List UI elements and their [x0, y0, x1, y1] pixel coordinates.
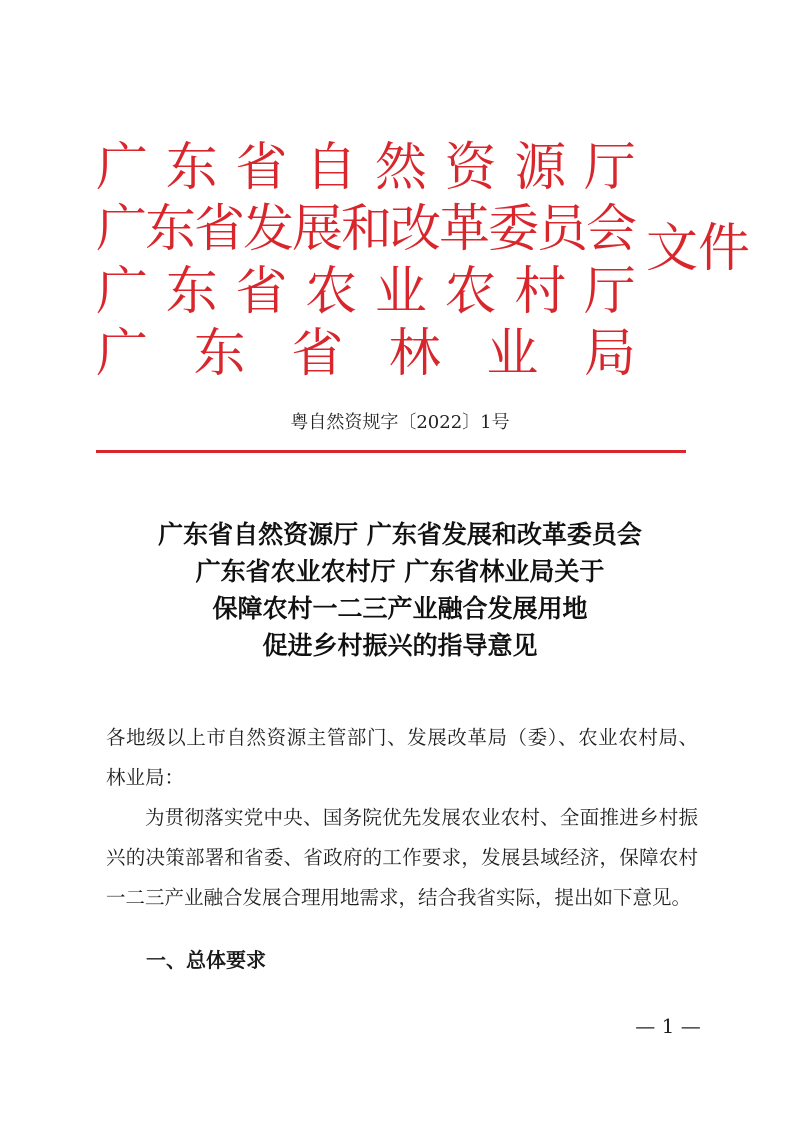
addressee: 各地级以上市自然资源主管部门、发展改革局（委）、农业农村局、林业局：	[106, 726, 698, 789]
issuer-forestry: 广 东 省 林 业 局	[96, 324, 636, 384]
title-line-2: 广东省农业农村厅 广东省林业局关于	[195, 557, 605, 586]
page-number: — 1 —	[635, 1014, 701, 1038]
issuer-agriculture: 广 东 省 农 业 农 村 厅	[96, 262, 636, 322]
red-separator-line	[96, 450, 686, 453]
title-line-3: 保障农村一二三产业融合发展用地	[212, 594, 588, 623]
title-line-4: 促进乡村振兴的指导意见	[262, 631, 538, 660]
document-type-label: 文件	[646, 219, 751, 279]
issuer-natural-resources: 广 东 省 自 然 资 源 厅	[96, 138, 636, 198]
document-body	[106, 718, 698, 918]
document-title	[0, 516, 800, 664]
section-heading: 一、总体要求	[146, 948, 266, 972]
document-number: 粤自然资规字〔2022〕1号	[290, 412, 510, 433]
title-line-1: 广东省自然资源厅 广东省发展和改革委员会	[158, 520, 642, 549]
issuing-authorities	[96, 138, 636, 386]
issuer-development-reform: 广东省发展和改革委员会	[96, 200, 636, 259]
body-paragraph: 为贯彻落实党中央、国务院优先发展农业农村、全面推进乡村振兴的决策部署和省委、省政府的工作要求，发展县域经济，保障农村一二三产业融合发展合理用地需求，结合我省实际，提出如下意见。	[106, 806, 698, 909]
